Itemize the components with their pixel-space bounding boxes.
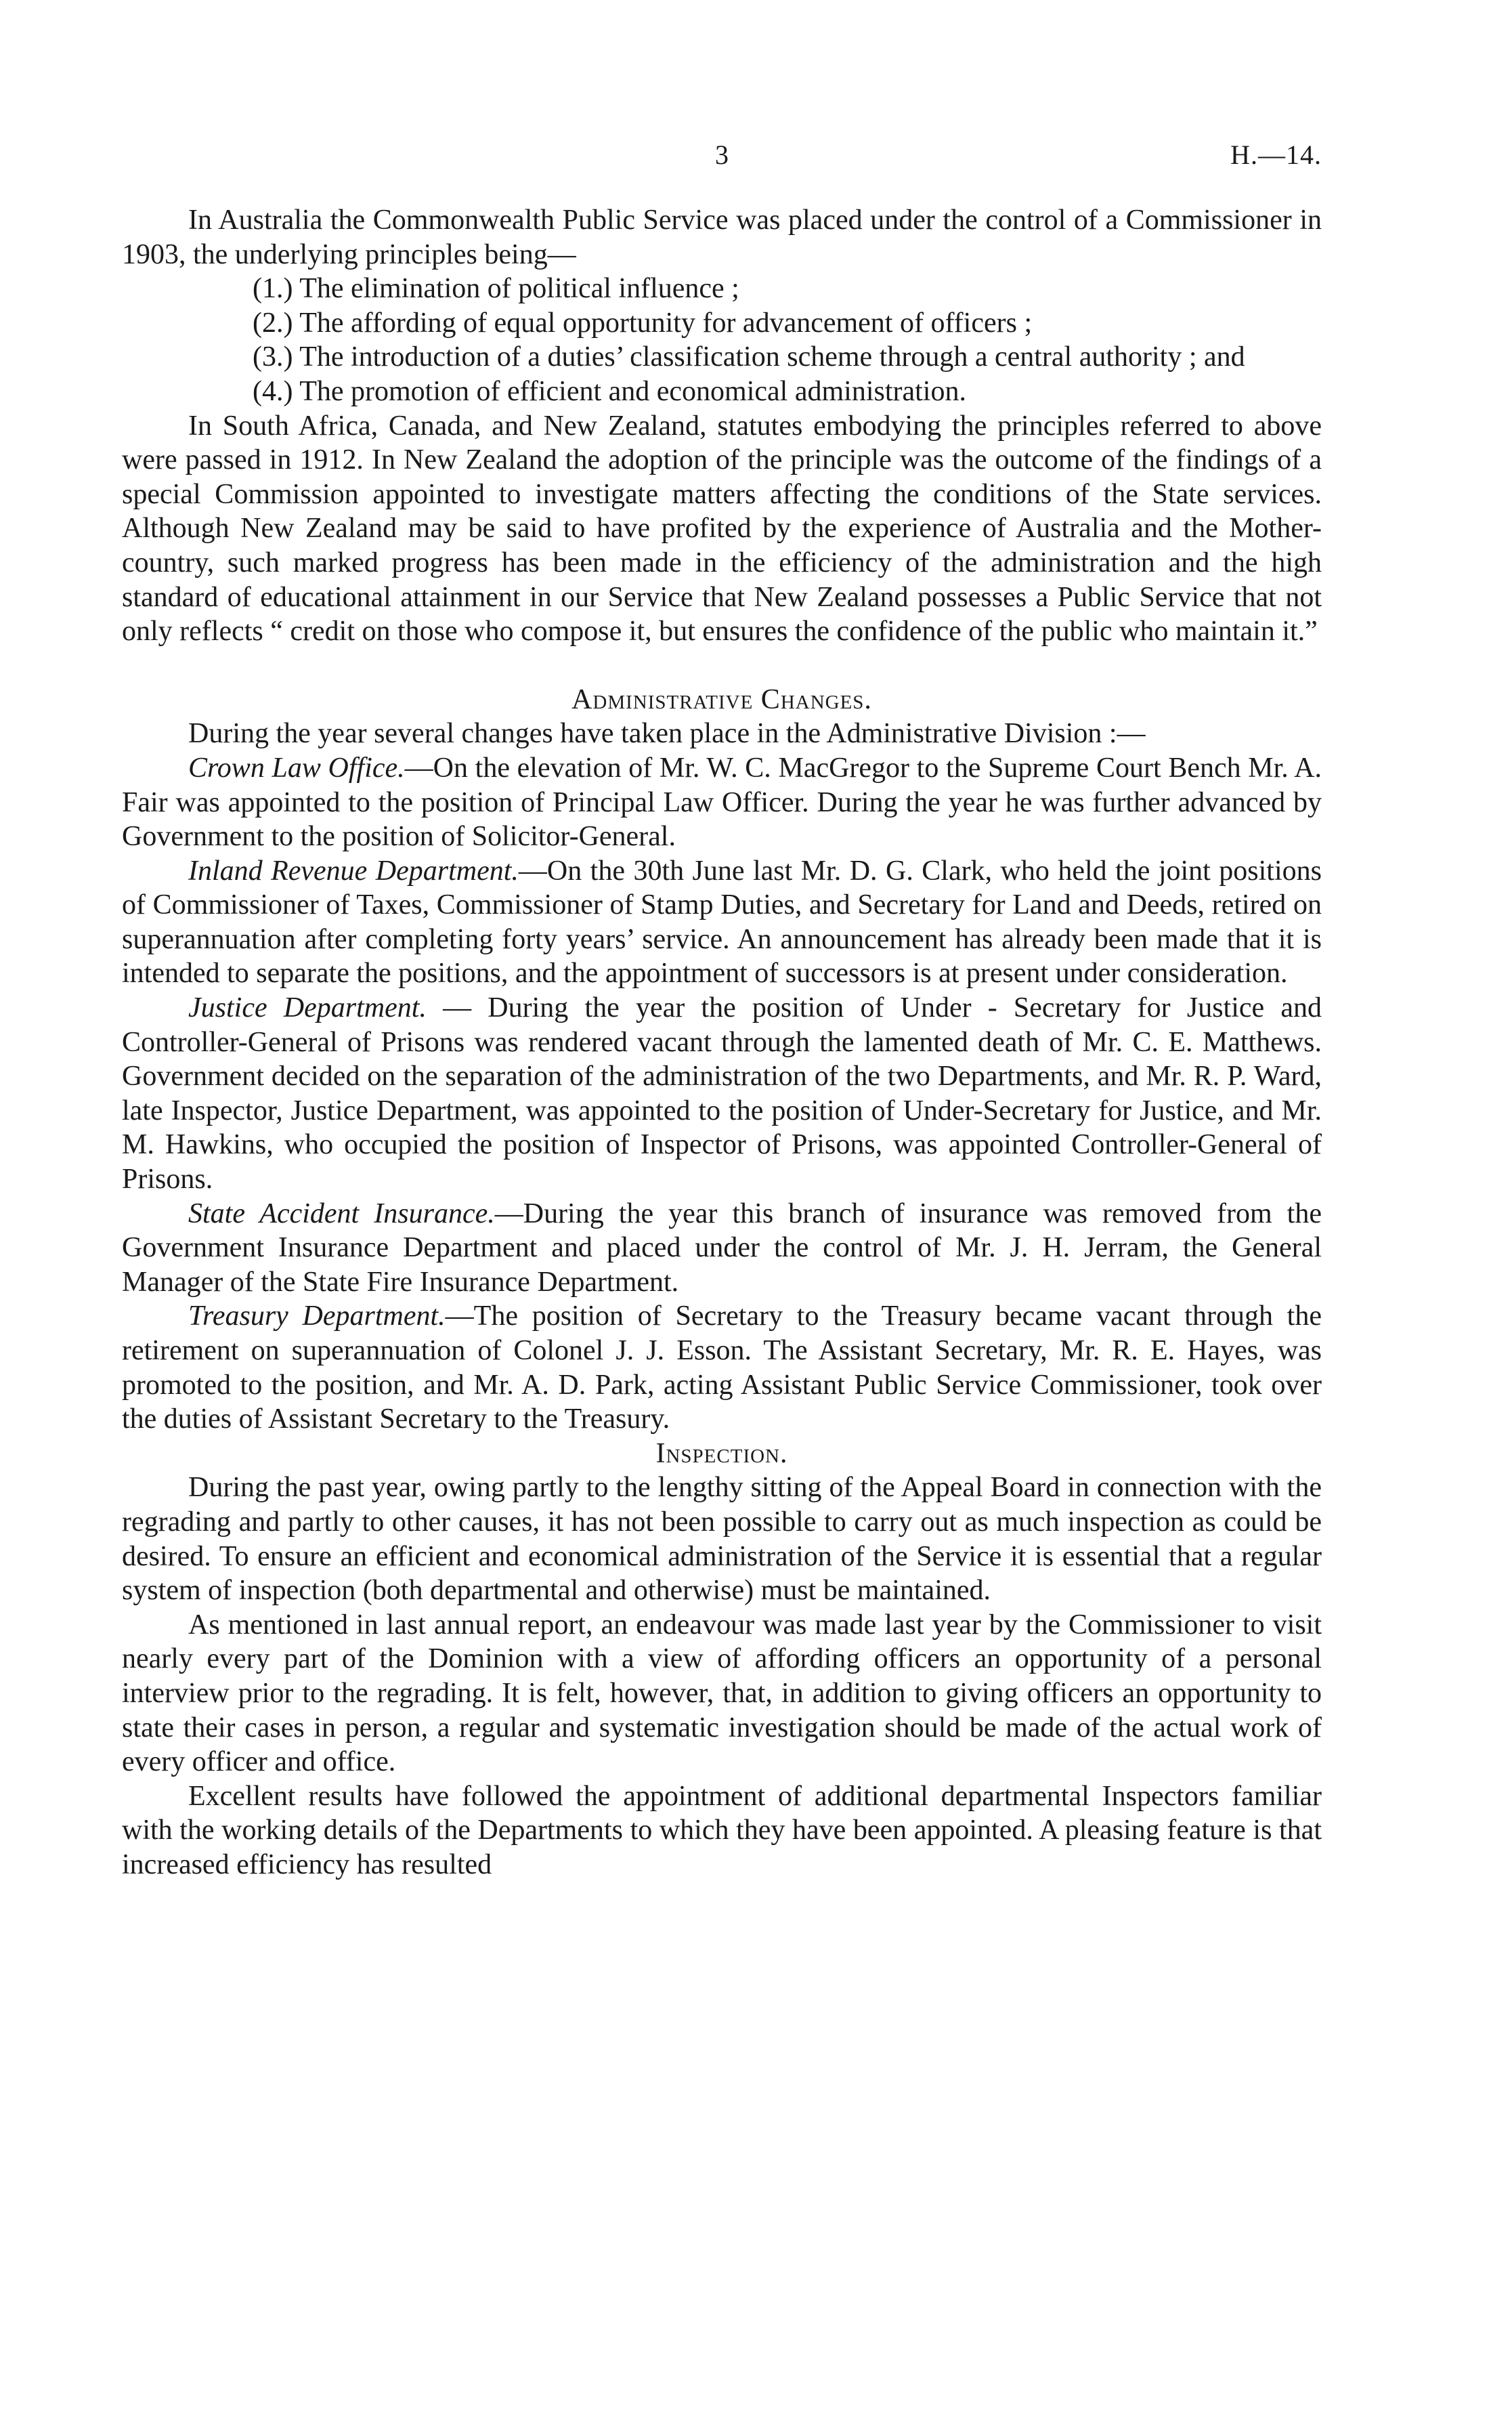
admin-changes-intro: During the year several changes have taken place in the Administrative Division :— (188, 718, 1146, 750)
admin-change-inland-revenue (122, 854, 1322, 991)
section-heading-inspection: Inspection. (655, 1437, 788, 1469)
admin-change-text: —During the year this branch of insurance was removed from the Government Insurance Department and placed under the control of Mr. J. H. Jerram, the General Manager of the State Fire Insurance Department. (122, 1198, 1322, 1298)
principle-item: (3.) The introduction of a duties’ classification scheme through a central authority ; and (253, 341, 1245, 373)
admin-change-title: Justice Department. (188, 992, 427, 1024)
page-header (122, 139, 1322, 179)
admin-change-justice (122, 991, 1322, 1197)
intro-paragraph: In Australia the Commonwealth Public Service was placed under the control of a Commissioner in 1903, the underlying principles being— (122, 205, 1322, 270)
admin-change-title: State Accident Insurance. (188, 1198, 495, 1229)
admin-change-text: —On the 30th June last Mr. D. G. Clark, who held the joint positions of Commissioner of Taxes, Commissioner of Stamp Duties, and Secretary for Land and Deeds, retired on superannuation after completing forty years’ service. An announcement has already been made that it is intended to separate the positions, and the appointment of successors is at present under consideration. (122, 855, 1322, 990)
admin-change-title: Treasury Department. (188, 1300, 446, 1332)
principle-item: (1.) The elimination of political influence ; (253, 273, 739, 305)
admin-change-text: —On the elevation of Mr. W. C. MacGregor to the Supreme Court Bench Mr. A. Fair was appointed to the position of Principal Law Officer. During the year he was further advanced by Government to the position of Solicitor-General. (122, 752, 1322, 853)
inspection-paragraph: As mentioned in last annual report, an endeavour was made last year by the Commissioner to visit nearly every part of the Dominion with a view of affording officers an opportunity of a personal interview prior to the regrading. It is felt, however, that, in addition to giving officers an opportunity to state their cases in person, a regular and systematic investigation should be made of the actual work of every officer and office. (122, 1609, 1322, 1778)
admin-change-text: — During the year the position of Under - Secretary for Justice and Controller-General of Prisons was rendered vacant through the lamented death of Mr. C. E. Matthews. Government decided on the separation of the administration of the two Departments, and Mr. R. P. Ward, late Inspector, Justice Department, was appointed to the position of Under-Secretary for Justice, and Mr. M. Hawkins, who occupied the position of Inspector of Prisons, was appointed Controller-General of Prisons. (122, 992, 1322, 1196)
document-page (122, 0, 1322, 2433)
admin-change-title: Inland Revenue Department. (188, 855, 519, 887)
document-reference: H.—14. (1230, 140, 1322, 170)
admin-change-title: Crown Law Office. (188, 752, 405, 784)
inspection-paragraph: During the past year, owing partly to the lengthy sitting of the Appeal Board in connection with the regrading and partly to other causes, it has not been possible to carry out as much inspection as could be desired. To ensure an efficient and economical administration of the Service it is essential that a regular system of inspection (both departmental and otherwise) must be maintained. (122, 1472, 1322, 1607)
inspection-paragraph: Excellent results have followed the appointment of additional departmental Inspectors familiar with the working details of the Departments to which they have been appointed. A pleasing feature is that increased efficiency has resulted (122, 1780, 1322, 1880)
section-heading-administrative-changes: Administrative Changes. (571, 683, 872, 715)
body-text (122, 203, 1322, 1882)
admin-change-state-accident (122, 1197, 1322, 1300)
admin-change-treasury (122, 1299, 1322, 1436)
principle-item: (4.) The promotion of efficient and economical administration. (253, 375, 966, 407)
statutes-paragraph: In South Africa, Canada, and New Zealand, statutes embodying the principles referred to above were passed in 1912. In New Zealand the adoption of the principle was the outcome of the findings of a special Commission appointed to investigate matters affecting the conditions of the State services. Although New Zealand may be said to have profited by the experience of Australia and the Mother-country, such marked progress has been made in the efficiency of the administration and the high standard of educational attainment in our Service that New Zealand possesses a Public Service that not only reflects “ credit on those who compose it, but ensures the confidence of the public who maintain it.” (122, 410, 1322, 648)
principle-item: (2.) The affording of equal opportunity for advancement of officers ; (253, 307, 1033, 339)
admin-change-crown-law-office (122, 751, 1322, 854)
admin-change-text: —The position of Secretary to the Treasury became vacant through the retirement on superannuation of Colonel J. J. Esson. The Assistant Secretary, Mr. R. E. Hayes, was promoted to the position, and Mr. A. D. Park, acting Assistant Public Service Commissioner, took over the duties of Assistant Secretary to the Treasury. (122, 1300, 1322, 1435)
page-number: 3 (715, 140, 729, 170)
